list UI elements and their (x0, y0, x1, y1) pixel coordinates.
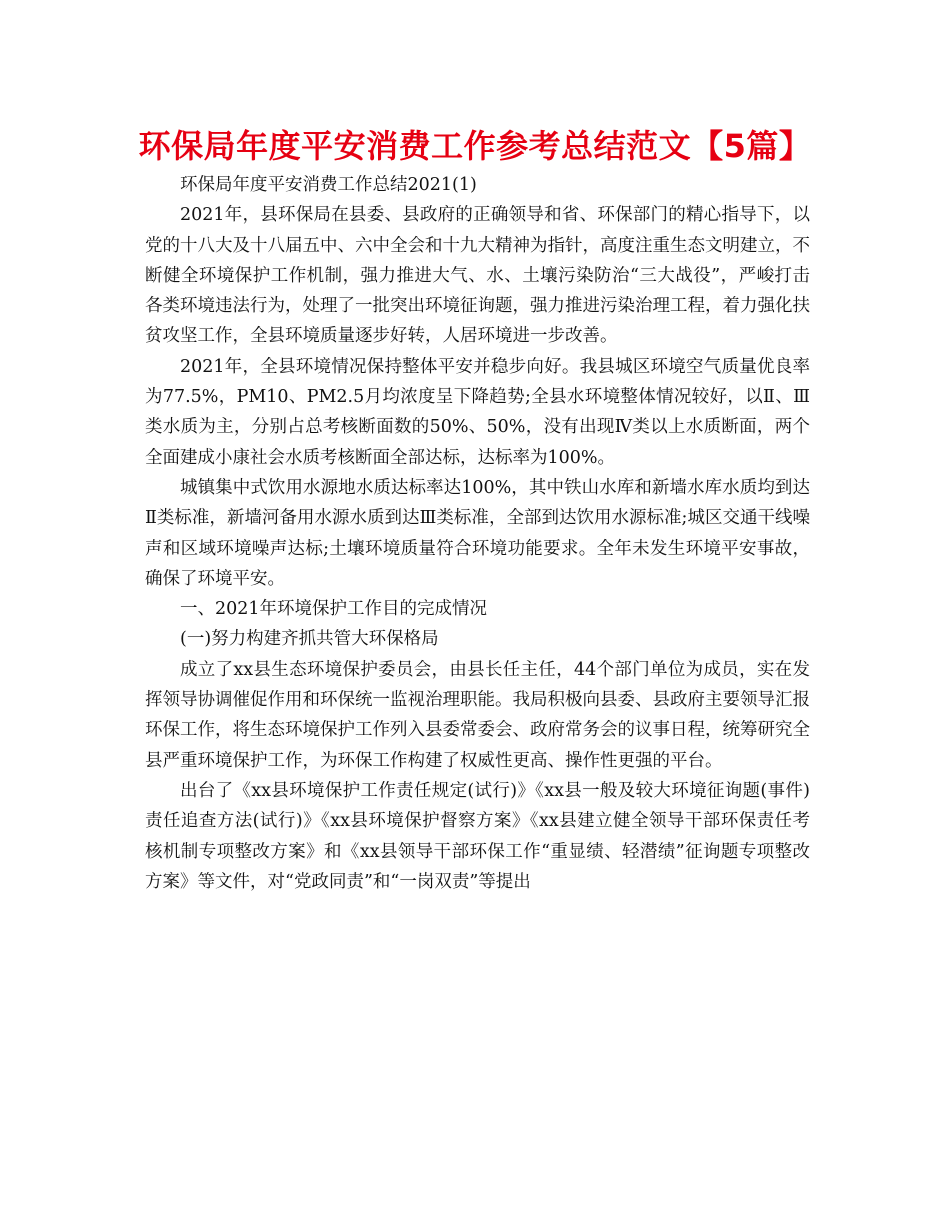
document-title: 环保局年度平安消费工作参考总结范文【5篇】 (138, 127, 812, 165)
subsection-heading: (一)努力构建齐抓共管大环保格局 (180, 629, 439, 650)
paragraph: 成立了xx县生态环境保护委员会，由县长任主任，44个部门单位为成员，实在发挥领导协调催促作用和环保统一监视治理职能。我局积极向县委、县政府主要领导汇报环保工作，将生态环境保护工作列入县委常委会、政府常务会的议事日程，统筹研究全县严重环境保护工作，为环保工作构建了权威性更高、操作性更强的平台。 (145, 659, 810, 771)
paragraph: 城镇集中式饮用水源地水质达标率达100%，其中铁山水库和新墙水库水质均到达Ⅱ类标准，新墙河备用水源水质到达Ⅲ类标准，全部到达饮用水源标准;城区交通干线噪声和区域环境噪声达标;土壤环境质量符合环境功能要求。全年未发生环境平安事故，确保了环境平安。 (145, 477, 810, 589)
paragraph: 2021年，全县环境情况保持整体平安并稳步向好。我县城区环境空气质量优良率为77.5%，PM10、PM2.5月均浓度呈下降趋势;全县水环境整体情况较好，以Ⅱ、Ⅲ类水质为主，分别占总考核断面数的50%、50%，没有出现Ⅳ类以上水质断面，两个全面建成小康社会水质考核断面全部达标，达标率为100%。 (145, 356, 810, 468)
paragraph: 出台了《xx县环境保护工作责任规定(试行)》《xx县一般及较大环境征询题(事件)责任追查方法(试行)》《xx县环境保护督察方案》《xx县建立健全领导干部环保责任考核机制专项整改方案》和《xx县领导干部环保工作“重显绩、轻潜绩”征询题专项整改方案》等文件，对“党政同责”和“一岗双责”等提出 (145, 780, 810, 892)
paragraph: 2021年，县环保局在县委、县政府的正确领导和省、环保部门的精心指导下，以党的十八大及十八届五中、六中全会和十九大精神为指针，高度注重生态文明建立，不断健全环境保护工作机制，强力推进大气、水、土壤污染防治“三大战役”，严峻打击各类环境违法行为，处理了一批突出环境征询题，强力推进污染治理工程，着力强化扶贫攻坚工作，全县环境质量逐步好转，人居环境进一步改善。 (145, 205, 810, 347)
paragraph-heading: 环保局年度平安消费工作总结2021(1) (180, 175, 477, 195)
document-body (145, 170, 810, 897)
section-heading: 一、2021年环境保护工作目的完成情况 (180, 599, 488, 620)
